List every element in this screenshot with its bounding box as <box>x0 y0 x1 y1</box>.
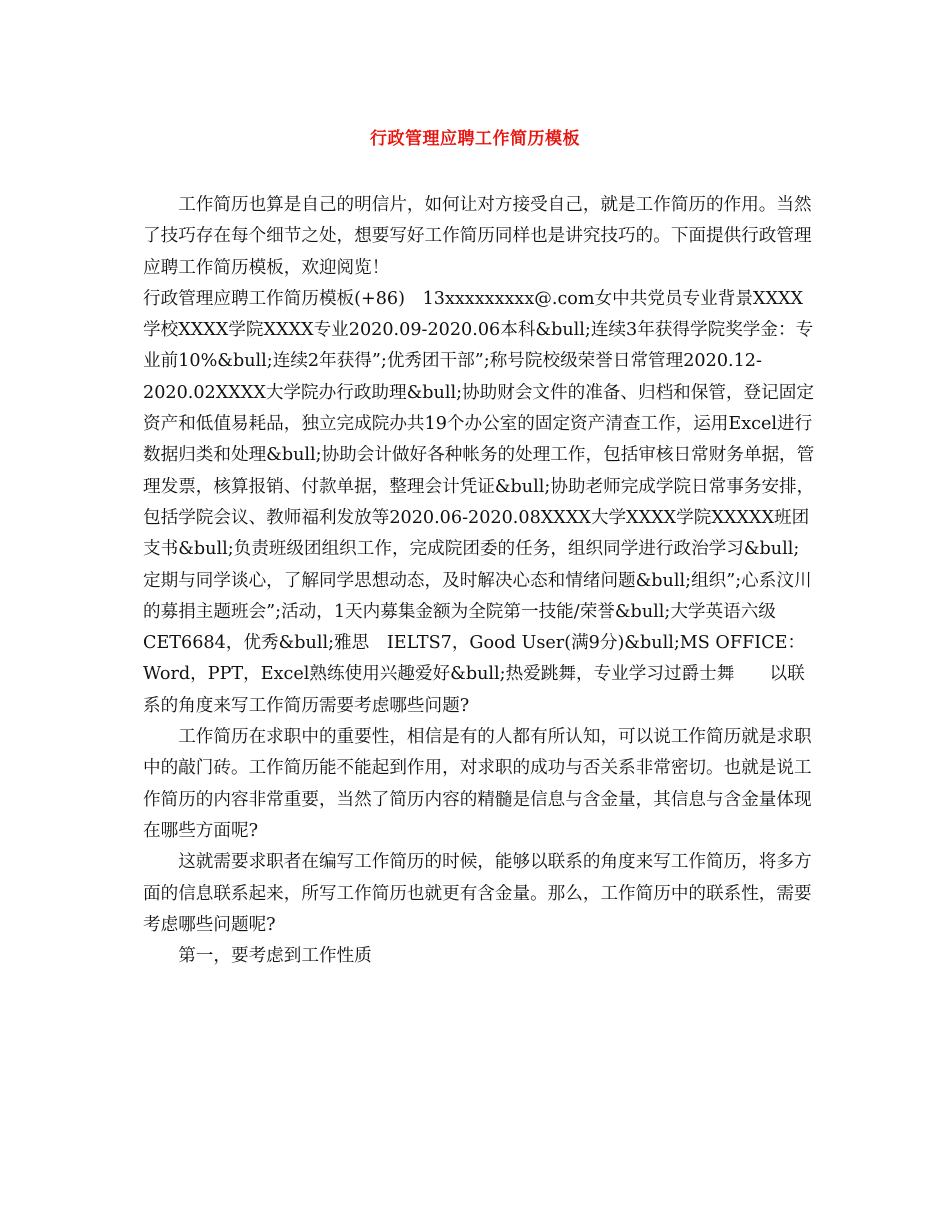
importance-paragraph: 工作简历在求职中的重要性，相信是有的人都有所认知，可以说工作简历就是求职中的敲门砖。工作简历能不能起到作用，对求职的成功与否关系非常密切。也就是说工作简历的内容非常重要，当然了简历内容的精髓是信息与含金量，其信息与含金量体现在哪些方面呢? <box>143 727 812 841</box>
intro-paragraph: 工作简历也算是自己的明信片，如何让对方接受自己，就是工作简历的作用。当然了技巧存在每个细节之处，想要写好工作简历同样也是讲究技巧的。下面提供行政管理应聘工作简历模板，欢迎阅览！ <box>143 195 812 278</box>
first-point-paragraph: 第一，要考虑到工作性质 <box>178 946 372 967</box>
connection-paragraph: 这就需要求职者在编写工作简历的时候，能够以联系的角度来写工作简历，将多方面的信息联系起来，所写工作简历也就更有含金量。那么，工作简历中的联系性，需要考虑哪些问题呢? <box>143 852 812 935</box>
document-title: 行政管理应聘工作简历模板 <box>370 129 580 149</box>
document-body <box>143 190 815 972</box>
resume-block-paragraph: 行政管理应聘工作简历模板(+86) 13xxxxxxxxx@.com女中共党员专业背景XXXX学校XXXX学院XXXX专业2020.09-2020.06本科&bull;连续3年获得学院奖学金：专业前10%&bull;连续2年获得”;优秀团干部”;称号院校级荣誉日常管理2020.12-2020.02XXXX大学院办行政助理&bull;协助财会文件的准备、归档和保管，登记固定资产和低值易耗品，独立完成院办共19个办公室的固定资产清查工作，运用Excel进行数据归类和处理&bull;协助会计做好各种帐务的处理工作，包括审核日常财务单据，管理发票，核算报销、付款单据，整理会计凭证&bull;协助老师完成学院日常事务安排，包括学院会议、教师福利发放等2020.06-2020.08XXXX大学XXXX学院XXXXX班团支书&bull;负责班级团组织工作，完成院团委的任务，组织同学进行政治学习&bull;定期与同学谈心，了解同学思想动态，及时解决心态和情绪问题&bull;组织”;心系汶川的募捐主题班会”;活动，1天内募集金额为全院第一技能/荣誉&bull;大学英语六级 CET6684，优秀&bull;雅思 IELTS7，Good User(满9分)&bull;MS OFFICE：Word，PPT，Excel熟练使用兴趣爱好&bull;热爱跳舞，专业学习过爵士舞 以联系的角度来写工作简历需要考虑哪些问题? <box>143 288 815 716</box>
